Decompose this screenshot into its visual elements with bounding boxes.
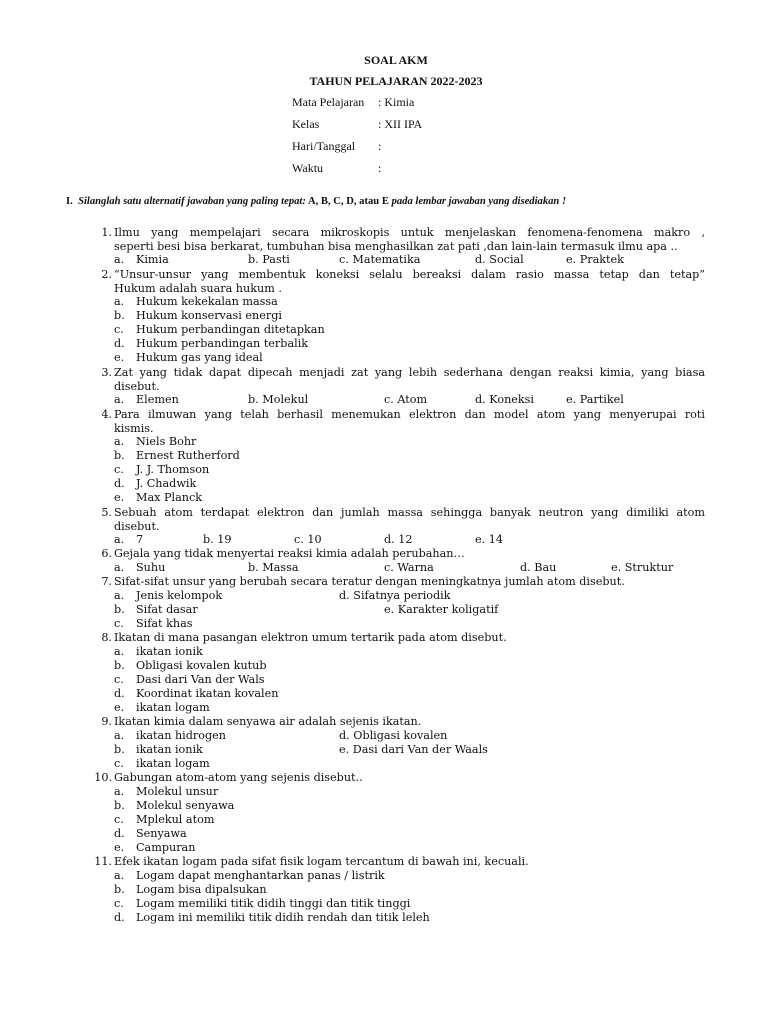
question-number: 10. [94,771,112,784]
question-text: disebut. [114,520,160,533]
meta-value: : Kimia [378,95,415,109]
academic-year: TAHUN PELAJARAN 2022-2023 [309,74,483,88]
option[interactable]: d. J. Chadwik [114,477,197,490]
option[interactable]: b. 19 [203,533,232,546]
option[interactable]: b. ikatan ionik [114,743,203,756]
option[interactable]: e. Partikel [566,393,624,406]
meta-row-class [292,117,422,132]
question-text: seperti besi bisa berkarat, tumbuhan bisa menghasilkan zat pati ,dan lain-lain termasuk ilmu apa .. [114,240,678,253]
meta-label: Mata Pelajaran [292,95,365,109]
option[interactable]: d. Bau [520,561,557,574]
option[interactable]: b. Obligasi kovalen kutub [114,659,267,672]
meta-row-time [292,161,381,176]
option[interactable]: a. Jenis kelompok [114,589,223,602]
option[interactable]: e. Karakter koligatif [384,603,499,616]
option[interactable]: b. Logam bisa dipalsukan [114,883,267,896]
instruction [66,196,566,207]
question-text: disebut. [114,380,160,393]
exam-title: SOAL AKM [364,53,428,67]
question-text: Ikatan di mana pasangan elektron umum tertarik pada atom disebut. [114,631,507,644]
option[interactable]: a. 7 [114,533,144,546]
question-number: 8. [101,631,112,644]
option[interactable]: a. ikatan hidrogen [114,729,226,742]
option[interactable]: c. Logam memiliki titik didih tinggi dan titik tinggi [114,897,411,910]
option[interactable]: e. 14 [475,533,503,546]
option[interactable]: c. Warna [384,561,434,574]
option[interactable]: b. Hukum konservasi energi [114,309,282,322]
option[interactable]: c. Mplekul atom [114,813,215,826]
question-number: 3. [101,366,112,379]
meta-value: : [378,139,382,153]
option[interactable]: c. Dasi dari Van der Wals [114,673,265,686]
question-text: Gejala yang tidak menyertai reaksi kimia adalah perubahan… [114,547,465,560]
question-number: 1. [101,226,112,239]
option[interactable]: a. Molekul unsur [114,785,219,798]
question-number: 9. [101,715,112,728]
question-text: Efek ikatan logam pada sifat fisik logam tercantum di bawah ini, kecuali. [114,855,529,868]
meta-label: Hari/Tanggal [292,139,356,153]
option[interactable]: b. Massa [248,561,299,574]
question-number: 5. [101,506,112,519]
option[interactable]: a. Hukum kekekalan massa [114,295,278,308]
meta-value: : [378,161,382,175]
option[interactable]: a. Elemen [114,393,179,406]
option[interactable]: c. Hukum perbandingan ditetapkan [114,323,325,336]
option[interactable]: b. Molekul [248,393,309,406]
question-number: 2. [101,268,112,281]
section-number: I. [66,196,73,207]
option[interactable]: d. Koordinat ikatan kovalen [114,687,279,700]
option[interactable]: e. Max Planck [114,491,203,504]
option[interactable]: a. Niels Bohr [114,435,197,448]
question-text: Sifat-sifat unsur yang berubah secara teratur dengan meningkatnya jumlah atom disebut. [114,575,625,588]
option[interactable]: e. ikatan logam [114,701,210,714]
meta-label: Waktu [292,161,324,175]
instruction-text: Silanglah satu alternatif jawaban yang paling tepat: [78,196,306,207]
question-text: “Unsur-unsur yang membentuk koneksi selalu bereaksi dalam rasio massa tetap dan tetap” [114,268,705,281]
question-number: 4. [101,408,112,421]
question-number: 11. [94,855,112,868]
meta-label: Kelas [292,117,320,131]
question-number: 6. [101,547,112,560]
meta-row-subject [292,95,414,110]
option[interactable]: d. Social [475,253,524,266]
option[interactable]: b. Pasti [248,253,290,266]
instruction-choices: A, B, C, D, atau E [307,196,389,207]
option[interactable]: b. Sifat dasar [114,603,198,616]
option[interactable]: c. ikatan logam [114,757,210,770]
option[interactable]: c. Sifat khas [114,617,193,630]
question-text: Zat yang tidak dapat dipecah menjadi zat yang lebih sederhana dengan reaksi kimia, yang biasa [114,366,705,379]
option[interactable]: d. Senyawa [114,827,187,840]
option[interactable]: b. Molekul senyawa [114,799,235,812]
option[interactable]: e. Struktur [611,561,674,574]
option[interactable]: d. Logam ini memiliki titik didih rendah dan titik leleh [114,911,430,924]
option[interactable]: c. 10 [294,533,322,546]
meta-value: : XII IPA [378,117,423,131]
option[interactable]: d. Obligasi kovalen [339,729,448,742]
question-text: Sebuah atom terdapat elektron dan jumlah massa sehingga banyak neutron yang dimiliki atom [114,506,705,519]
option[interactable]: e. Hukum gas yang ideal [114,351,263,364]
option[interactable]: a. Suhu [114,561,166,574]
question-text: Gabungan atom-atom yang sejenis disebut.. [114,771,363,784]
question-text: kismis. [114,422,154,435]
option[interactable]: e. Campuran [114,841,196,854]
option[interactable]: d. Hukum perbandingan terbalik [114,337,309,350]
option[interactable]: a. Logam dapat menghantarkan panas / listrik [114,869,385,882]
option[interactable]: c. J. J. Thomson [114,463,210,476]
option[interactable]: d. Sifatnya periodik [339,589,451,602]
option[interactable]: b. Ernest Rutherford [114,449,240,462]
question-text: Ikatan kimia dalam senyawa air adalah sejenis ikatan. [114,715,422,728]
option[interactable]: e. Dasi dari Van der Waals [339,743,488,756]
question-number: 7. [101,575,112,588]
question-text: Ilmu yang mempelajari secara mikroskopis untuk menjelaskan fenomena-fenomena makro , [114,226,705,239]
option[interactable]: c. Matematika [339,253,421,266]
option[interactable]: a. Kimia [114,253,169,266]
option[interactable]: d. Koneksi [475,393,534,406]
instruction-tail: pada lembar jawaban yang disediakan ! [391,196,567,207]
option[interactable]: a. ikatan ionik [114,645,203,658]
question-text: Hukum adalah suara hukum . [114,282,282,295]
question-text: Para ilmuwan yang telah berhasil menemukan elektron dan model atom yang menyerupai roti [114,408,705,421]
option[interactable]: c. Atom [384,393,428,406]
option[interactable]: d. 12 [384,533,413,546]
meta-row-date [292,139,381,154]
option[interactable]: e. Praktek [566,253,624,266]
